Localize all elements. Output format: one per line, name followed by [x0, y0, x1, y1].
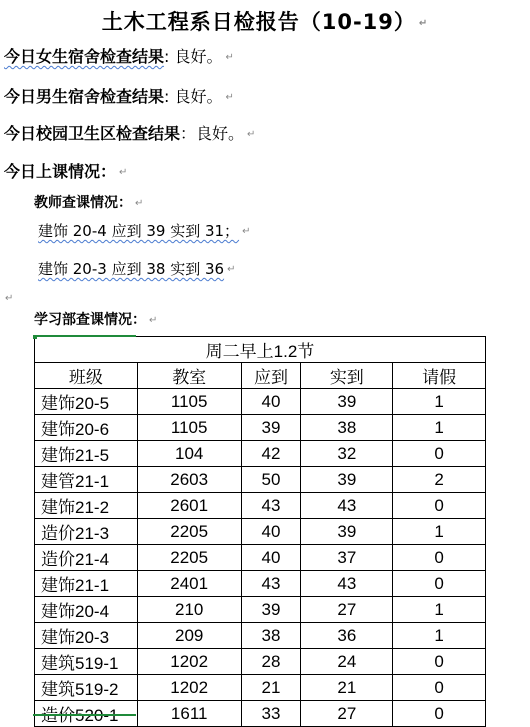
- table-cell[interactable]: 2401: [137, 571, 241, 597]
- check-line-campus-hygiene: 今日校园卫生区检查结果：良好。 ↵: [4, 124, 256, 143]
- table-cell[interactable]: 27: [301, 701, 393, 727]
- header-cell[interactable]: 实到: [301, 363, 393, 389]
- table-cell[interactable]: 43: [301, 493, 393, 519]
- table-cell[interactable]: 210: [137, 597, 241, 623]
- table-cell[interactable]: 造价21-4: [35, 545, 138, 571]
- table-cell[interactable]: 1202: [137, 675, 241, 701]
- table-row: [35, 597, 486, 623]
- empty-paragraph: [2, 288, 13, 307]
- header-cell[interactable]: 班级: [35, 363, 138, 389]
- table-caption-row: [35, 337, 486, 363]
- table-cell[interactable]: 0: [393, 441, 486, 467]
- table-row: [35, 675, 486, 701]
- table-cell[interactable]: 1105: [137, 415, 241, 441]
- table-cell[interactable]: 21: [241, 675, 301, 701]
- table-cell[interactable]: 42: [241, 441, 301, 467]
- table-cell[interactable]: 0: [393, 545, 486, 571]
- table-cell[interactable]: 建饰21-1: [35, 571, 138, 597]
- teacher-line-1: 建饰 20-4 应到 39 实到 31； ↵: [38, 222, 251, 240]
- check-line-male-dorm: 今日男生宿舍检查结果: 良好。 ↵: [4, 87, 234, 106]
- table-cell[interactable]: 24: [301, 649, 393, 675]
- table-cell[interactable]: 209: [137, 623, 241, 649]
- check-line-female-dorm: 今日女生宿舍检查结果: 良好。 ↵: [4, 47, 234, 66]
- table-cell[interactable]: 39: [241, 597, 301, 623]
- table-cell[interactable]: 2205: [137, 545, 241, 571]
- table-cell[interactable]: 40: [241, 389, 301, 415]
- check-label: 今日校园卫生区检查结果: [4, 124, 181, 143]
- table-row: [35, 571, 486, 597]
- table-move-handle[interactable]: [33, 335, 37, 339]
- table-row: [35, 649, 486, 675]
- table-cell[interactable]: 1: [393, 415, 486, 441]
- table-row: [35, 441, 486, 467]
- table-cell[interactable]: 1105: [137, 389, 241, 415]
- table-cell[interactable]: 建饰20-6: [35, 415, 138, 441]
- table-cell[interactable]: 43: [301, 571, 393, 597]
- table-cell[interactable]: 建饰20-5: [35, 389, 138, 415]
- table-cell[interactable]: 33: [241, 701, 301, 727]
- cell-selection-border: [33, 335, 136, 337]
- table-cell[interactable]: 1202: [137, 649, 241, 675]
- check-value: 良好。: [196, 124, 245, 143]
- check-label: 今日女生宿舍检查结果: [4, 47, 165, 66]
- table-row: [35, 389, 486, 415]
- table-cell[interactable]: 造价520-1: [35, 701, 138, 727]
- table-cell[interactable]: 104: [137, 441, 241, 467]
- table-cell[interactable]: 2: [393, 467, 486, 493]
- table-header-row: [35, 363, 486, 389]
- report-title: 土木工程系日检报告（10-19） ↵: [101, 10, 429, 34]
- class-heading: 今日上课情况： ↵: [4, 162, 128, 181]
- table-cell[interactable]: 2603: [137, 467, 241, 493]
- table-cell[interactable]: 38: [241, 623, 301, 649]
- table-cell[interactable]: 36: [301, 623, 393, 649]
- paragraph-mark-icon: ↵: [418, 17, 429, 29]
- table-cell[interactable]: 2205: [137, 519, 241, 545]
- table-caption[interactable]: 周二早上1.2节: [35, 337, 486, 363]
- table-cell[interactable]: 1: [393, 623, 486, 649]
- table-cell[interactable]: 38: [301, 415, 393, 441]
- teacher-line-2: 建饰 20-3 应到 38 实到 36 ↵: [38, 260, 236, 278]
- table-row: [35, 545, 486, 571]
- table-cell[interactable]: 28: [241, 649, 301, 675]
- table-row: [35, 415, 486, 441]
- table-row: [35, 467, 486, 493]
- table-cell[interactable]: 建饰20-4: [35, 597, 138, 623]
- table-cell[interactable]: 1: [393, 519, 486, 545]
- table-cell[interactable]: 建饰21-2: [35, 493, 138, 519]
- paragraph-mark-icon: ↵: [225, 92, 234, 103]
- table-cell[interactable]: 0: [393, 701, 486, 727]
- check-value: 良好。: [174, 87, 223, 106]
- table-cell[interactable]: 0: [393, 571, 486, 597]
- paragraph-mark-icon: ↵: [149, 314, 158, 326]
- table-cell[interactable]: 21: [301, 675, 393, 701]
- header-cell[interactable]: 教室: [137, 363, 241, 389]
- table-cell[interactable]: 43: [241, 571, 301, 597]
- teacher-heading: 教师查课情况： ↵: [34, 195, 144, 211]
- table-cell[interactable]: 43: [241, 493, 301, 519]
- paragraph-mark-icon: ↵: [225, 52, 234, 63]
- table-cell[interactable]: 27: [301, 597, 393, 623]
- table-row: [35, 623, 486, 649]
- table-cell[interactable]: 32: [301, 441, 393, 467]
- table-cell[interactable]: 39: [301, 519, 393, 545]
- header-cell[interactable]: 应到: [241, 363, 301, 389]
- table-cell[interactable]: 50: [241, 467, 301, 493]
- table-cell[interactable]: 建饰21-5: [35, 441, 138, 467]
- table-cell[interactable]: 1: [393, 389, 486, 415]
- table-cell[interactable]: 建饰20-3: [35, 623, 138, 649]
- table-cell[interactable]: 建筑519-2: [35, 675, 138, 701]
- table-cell[interactable]: 40: [241, 545, 301, 571]
- table-row: [35, 519, 486, 545]
- table-cell[interactable]: 37: [301, 545, 393, 571]
- cell-selection-border: [33, 714, 136, 716]
- attendance-table: [34, 336, 486, 727]
- table-cell[interactable]: 2601: [137, 493, 241, 519]
- header-cell[interactable]: 请假: [393, 363, 486, 389]
- paragraph-mark-icon: ↵: [247, 129, 256, 140]
- table-cell[interactable]: 40: [241, 519, 301, 545]
- table-cell[interactable]: 建管21-1: [35, 467, 138, 493]
- table-cell[interactable]: 1: [393, 597, 486, 623]
- table-cell[interactable]: 0: [393, 675, 486, 701]
- table-cell[interactable]: 0: [393, 649, 486, 675]
- paragraph-mark-icon: ↵: [135, 197, 144, 209]
- table-cell[interactable]: 造价21-3: [35, 519, 138, 545]
- table-cell[interactable]: 0: [393, 493, 486, 519]
- student-heading: 学习部查课情况： ↵: [34, 312, 158, 328]
- check-label: 今日男生宿舍检查结果: [4, 87, 165, 106]
- paragraph-mark-icon: ↵: [5, 293, 14, 304]
- paragraph-mark-icon: ↵: [119, 167, 128, 178]
- table-row: [35, 493, 486, 519]
- table-cell[interactable]: 39: [301, 389, 393, 415]
- check-value: 良好。: [174, 47, 223, 66]
- table-cell[interactable]: 39: [301, 467, 393, 493]
- paragraph-mark-icon: ↵: [242, 226, 251, 237]
- table-cell[interactable]: 建筑519-1: [35, 649, 138, 675]
- paragraph-mark-icon: ↵: [227, 264, 236, 275]
- table-cell[interactable]: 39: [241, 415, 301, 441]
- table-cell[interactable]: 1611: [137, 701, 241, 727]
